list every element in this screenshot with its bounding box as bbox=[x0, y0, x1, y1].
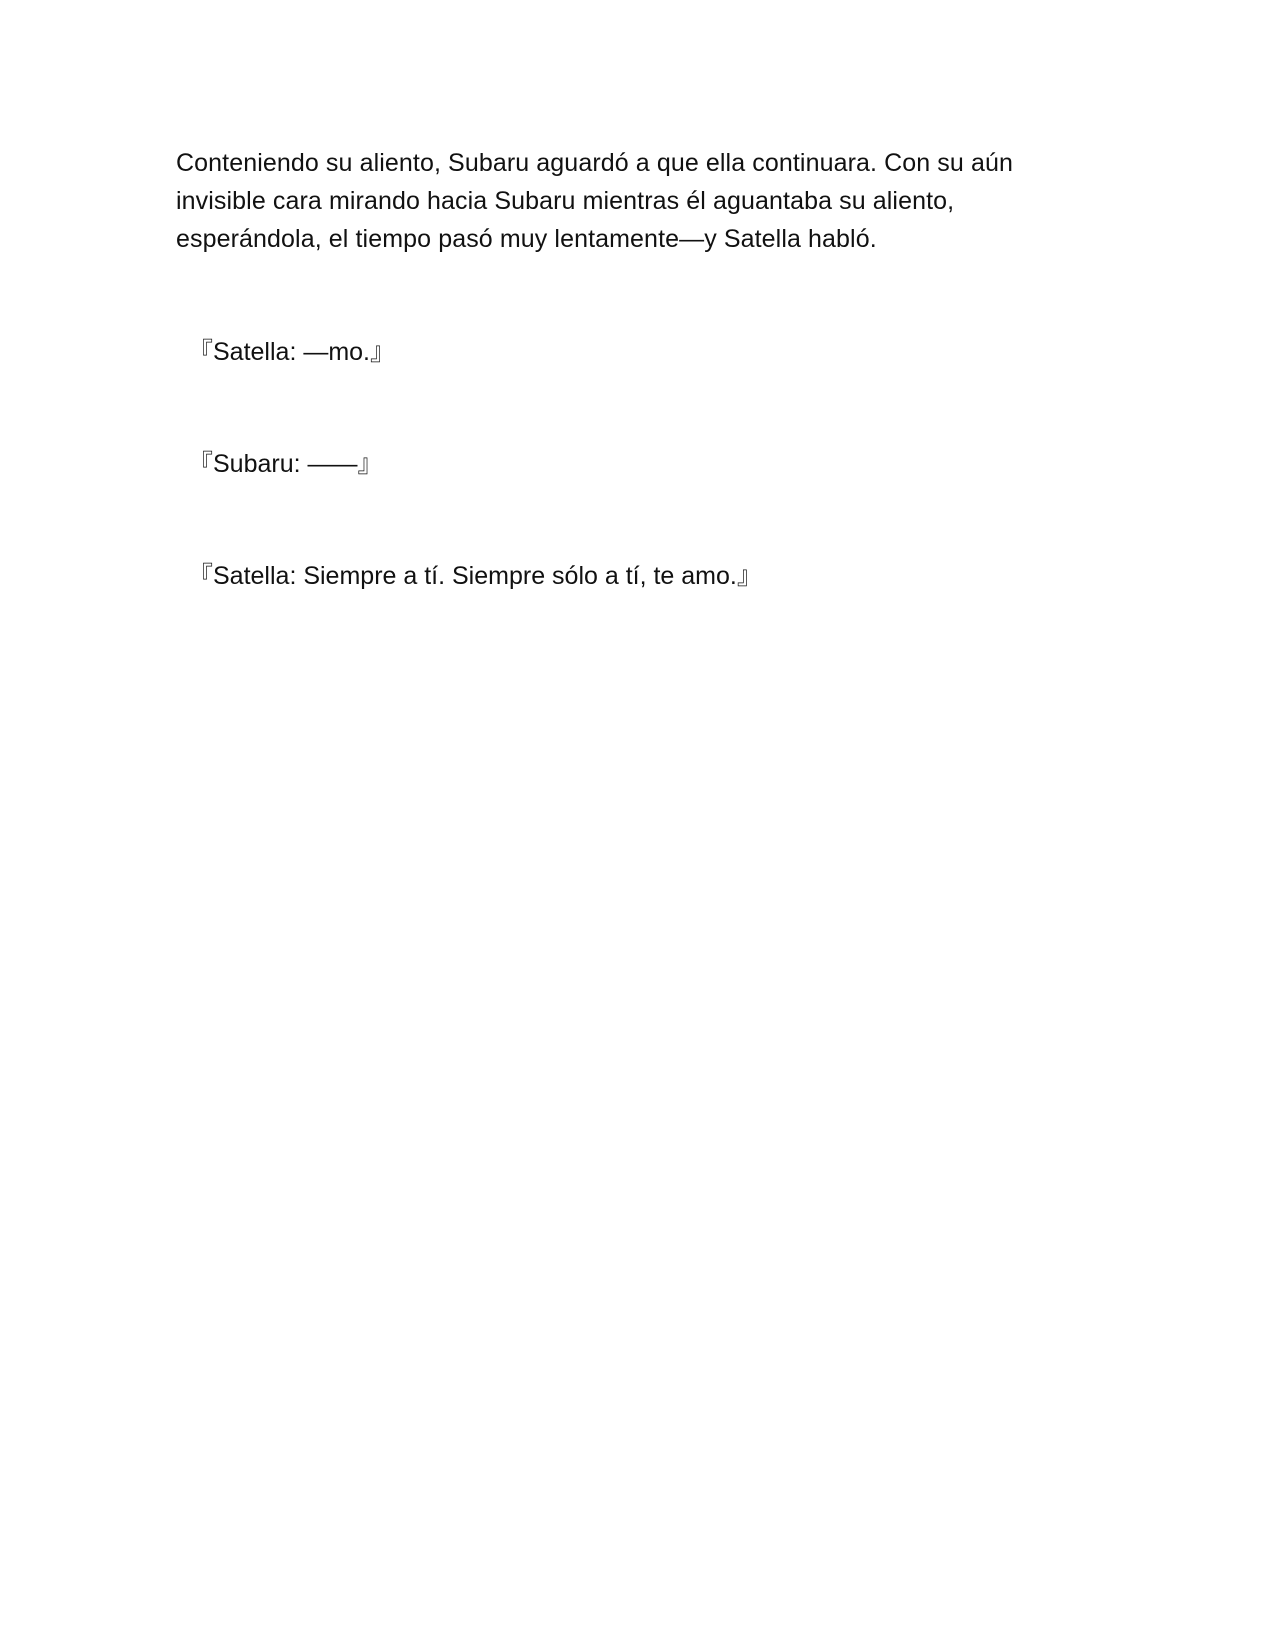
dialogue-line-satella-2: 『Satella: Siempre a tí. Siempre sólo a tí, te amo.』 bbox=[188, 562, 762, 590]
dialogue-line-subaru: 『Subaru: ——』 bbox=[188, 450, 383, 478]
dialogue-line-satella-1: 『Satella: —mo.』 bbox=[188, 338, 396, 366]
narration-paragraph: Conteniendo su aliento, Subaru aguardó a que ella continuara. Con su aún invisible cara mirando hacia Subaru mientras él aguantaba su aliento, esperándola, el tiempo pasó muy lentamente—y Satella habló. bbox=[176, 149, 1013, 253]
